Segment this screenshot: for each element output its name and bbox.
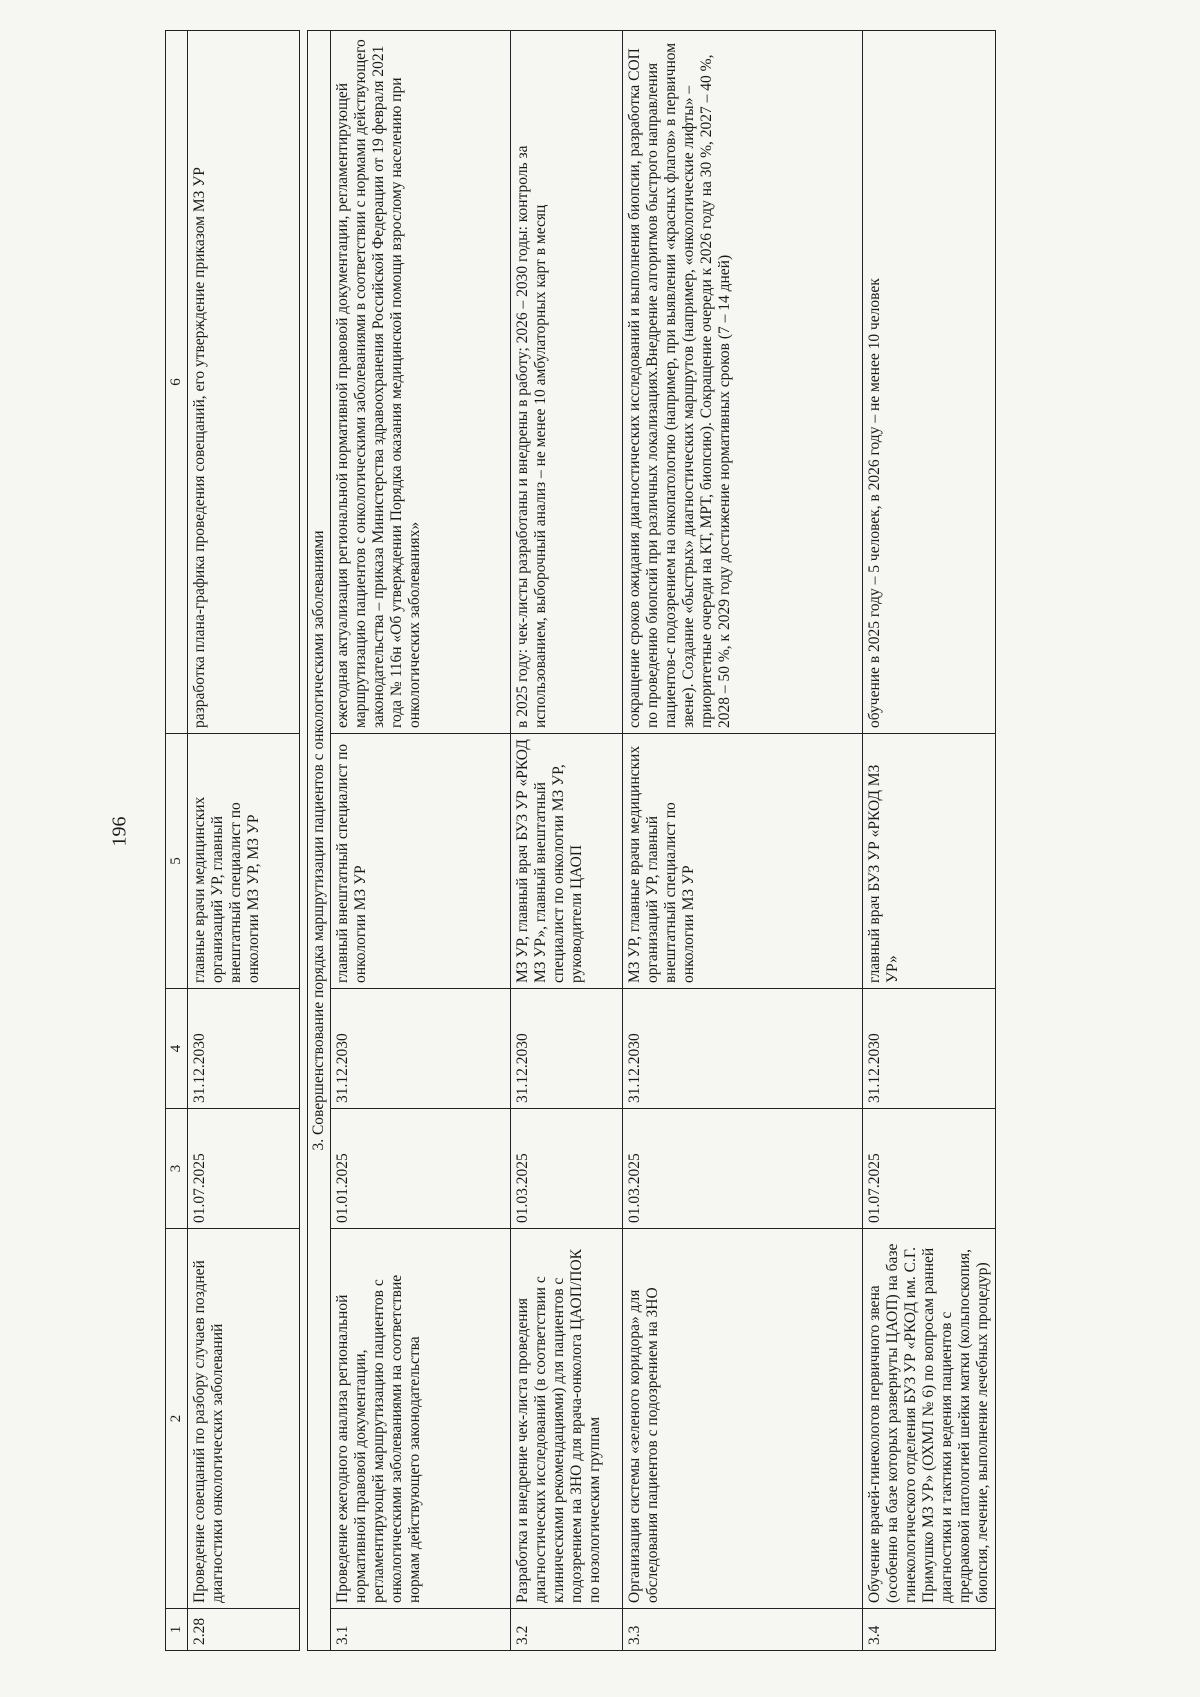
section-title: 3. Совершенствование порядка маршрутизации пациентов с онкологическими заболеваниями (308, 31, 331, 1651)
header-row (166, 31, 188, 1651)
row-number: 3.4 (863, 1609, 996, 1651)
end-date: 31.12.2030 (863, 989, 996, 1109)
responsible: главные врачи медицинских организаций УР, главный внештатный специалист по онкологии МЗ УР, МЗ УР (188, 734, 300, 989)
column-header: 5 (166, 734, 188, 989)
end-date: 31.12.2030 (623, 989, 863, 1109)
table-gap (300, 31, 308, 1651)
result: в 2025 году: чек-листы разработаны и внедрены в работу; 2026 – 2030 годы: контроль за использованием, выборочный анализ – не менее 10 амбулаторных карт в месяц (511, 31, 623, 734)
start-date: 01.03.2025 (511, 1109, 623, 1229)
start-date: 01.01.2025 (331, 1109, 511, 1229)
page-number: 196 (108, 816, 131, 847)
measure-title: Обучение врачей-гинекологов первичного звена (особенно на базе которых развернуты ЦАОП) на базе гинекологического отделения БУЗ УР «РКОД им. С.Г. Примушко МЗ УР» (ОХМЛ № 6) по вопросам ранней диагностики и тактики ведения пациентов с предраковой патологией шейки матки (кольпоскопия, биопсия, лечение, выполнение лечебных процедур) (863, 1229, 996, 1609)
measure-title: Проведение ежегодного анализа региональной нормативной правовой документации, регламентирующей маршрутизацию пациентов с онкологическими заболеваниями на соответствие нормам действующего законодательства (331, 1229, 511, 1609)
responsible: МЗ УР, главные врачи медицинских организаций УР, главный внештатный специалист по онкологии МЗ УР (623, 734, 863, 989)
measure-title: Проведение совещаний по разбору случаев поздней диагностики онкологических заболеваний (188, 1229, 300, 1609)
measure-title: Организация системы «зеленого коридора» для обследования пациентов с подозрением на ЗНО (623, 1229, 863, 1609)
table-row (623, 31, 863, 1651)
end-date: 31.12.2030 (331, 989, 511, 1109)
responsible: главный внештатный специалист по онкологии МЗ УР (331, 734, 511, 989)
row-number: 3.1 (331, 1609, 511, 1651)
column-header: 1 (166, 1609, 188, 1651)
measures-table (165, 30, 996, 1651)
start-date: 01.07.2025 (863, 1109, 996, 1229)
table-row (188, 31, 300, 1651)
result: обучение в 2025 году – 5 человек, в 2026 году – не менее 10 человек (863, 31, 996, 734)
column-header: 6 (166, 31, 188, 734)
column-header: 3 (166, 1109, 188, 1229)
result: сокращение сроков ожидания диагностических исследований и выполнения биопсии, разработка СОП по проведению биопсий при различных локализациях.Внедрение алгоритмов быстрого направления пациентов-с подозрением на онкопатологию (например, при выявлении «красных флагов» в первичном звене). Создание «быстрых» диагностических маршрутов (например, «онкологические лифты» – приоритетные очереди на КТ, МРТ, биопсию). Сокращение очереди к 2026 году на 30 %, 2027 – 40 %, 2028 – 50 %, к 2029 году достижение нормативных сроков (7 – 14 дней) (623, 31, 863, 734)
measure-title: Разработка и внедрение чек-листа проведения диагностических исследований (в соответствии с клиническими рекомендациями) для пациентов с подозрением на ЗНО для врача-онколога ЦАОП/ПОК по нозологическим группам (511, 1229, 623, 1609)
rotated-page (165, 31, 1095, 1651)
start-date: 01.03.2025 (623, 1109, 863, 1229)
table-row (863, 31, 996, 1651)
row-number: 3.3 (623, 1609, 863, 1651)
table-container (165, 31, 1095, 1651)
row-number: 2.28 (188, 1609, 300, 1651)
start-date: 01.07.2025 (188, 1109, 300, 1229)
result: разработка плана-графика проведения совещаний, его утверждение приказом МЗ УР (188, 31, 300, 734)
column-header: 4 (166, 989, 188, 1109)
responsible: главный врач БУЗ УР «РКОД МЗ УР» (863, 734, 996, 989)
responsible: МЗ УР, главный врач БУЗ УР «РКОД МЗ УР», главный внештатный специалист по онкологии МЗ УР, руководители ЦАОП (511, 734, 623, 989)
end-date: 31.12.2030 (511, 989, 623, 1109)
table-row (331, 31, 511, 1651)
column-header: 2 (166, 1229, 188, 1609)
result: ежегодная актуализация региональной нормативной правовой документации, регламентирующей маршрутизацию пациентов с онкологическими заболеваниями в соответствии с нормами действующего законодательства – приказа Министерства здравоохранения Российской Федерации от 19 февраля 2021 года № 116н «Об утверждении Порядка оказания медицинской помощи взрослому населению при онкологических заболеваниях» (331, 31, 511, 734)
row-number: 3.2 (511, 1609, 623, 1651)
end-date: 31.12.2030 (188, 989, 300, 1109)
table-row (511, 31, 623, 1651)
section-row (308, 31, 331, 1651)
